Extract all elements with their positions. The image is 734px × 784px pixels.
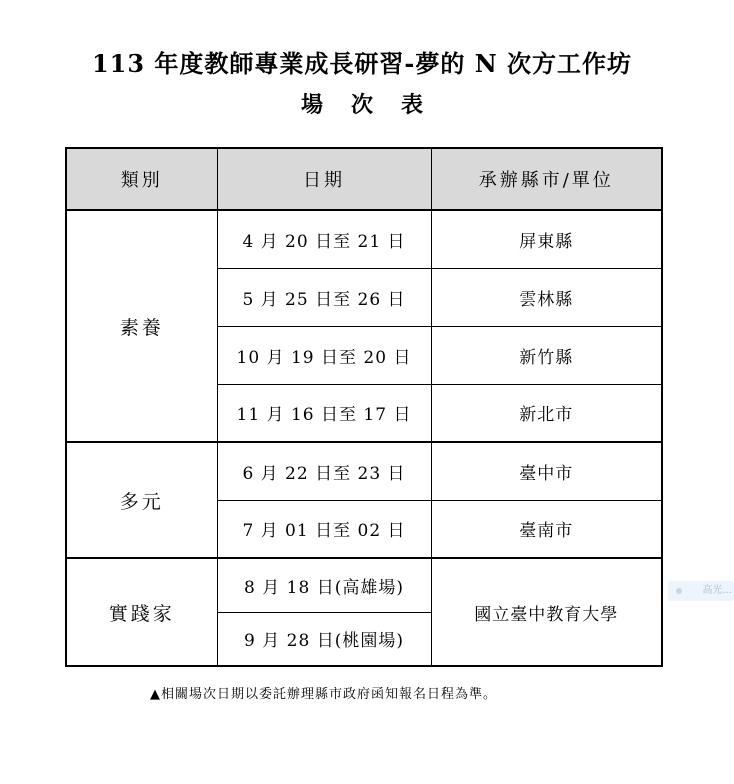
side-floating-tag[interactable]	[668, 581, 734, 601]
host-cell: 屏東縣	[431, 210, 662, 268]
date-cell: 8 月 18 日(高雄場)	[217, 558, 431, 612]
schedule-table	[65, 147, 663, 667]
date-cell: 11 月 16 日至 17 日	[217, 384, 431, 442]
date-cell: 9 月 28 日(桃園場)	[217, 612, 431, 666]
date-cell: 4 月 20 日至 21 日	[217, 210, 431, 268]
side-tag-label: 高光...	[702, 585, 732, 596]
header-host: 承辦縣市/單位	[431, 148, 662, 210]
date-cell: 7 月 01 日至 02 日	[217, 500, 431, 558]
host-cell: 臺中市	[431, 442, 662, 500]
footnote: ▲相關場次日期以委託辦理縣市政府函知報名日程為準。	[150, 687, 497, 702]
host-cell: 新竹縣	[431, 326, 662, 384]
tag-dot-icon	[676, 588, 682, 594]
document-subtitle: 場次表	[300, 92, 451, 118]
header-date: 日期	[217, 148, 431, 210]
date-cell: 5 月 25 日至 26 日	[217, 268, 431, 326]
table-row	[66, 210, 662, 268]
category-cell: 多元	[66, 442, 217, 558]
host-cell: 臺南市	[431, 500, 662, 558]
table-header-row	[66, 148, 662, 210]
header-category: 類別	[66, 148, 217, 210]
category-cell: 素養	[66, 210, 217, 442]
host-cell: 新北市	[431, 384, 662, 442]
category-cell: 實踐家	[66, 558, 217, 666]
host-cell: 雲林縣	[431, 268, 662, 326]
document-title: 113 年度教師專業成長研習-夢的 N 次方工作坊	[91, 49, 633, 78]
host-cell: 國立臺中教育大學	[431, 558, 662, 666]
date-cell: 6 月 22 日至 23 日	[217, 442, 431, 500]
table-row	[66, 442, 662, 500]
table-row	[66, 558, 662, 612]
date-cell: 10 月 19 日至 20 日	[217, 326, 431, 384]
